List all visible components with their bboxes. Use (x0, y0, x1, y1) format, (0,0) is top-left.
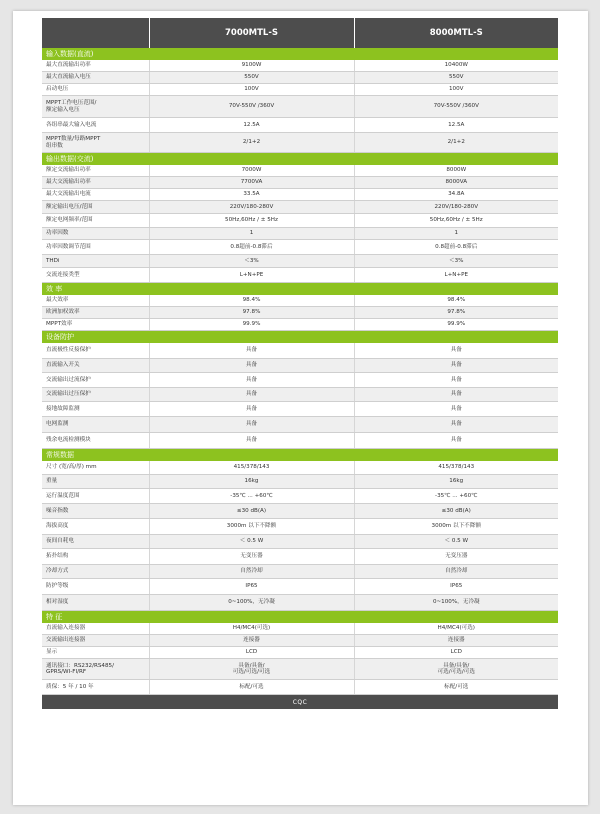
spec-value-8000: 34.8A (354, 189, 558, 201)
spec-value-7000: 7000W (149, 165, 354, 177)
spec-row (42, 118, 558, 133)
spec-label: 尺寸 (宽/高/厚) mm (42, 461, 149, 475)
spec-row (42, 177, 558, 189)
spec-label: 直流输入开关 (42, 359, 149, 373)
spec-value-8000: LCD (354, 647, 558, 659)
section-title: 输出数据(交流) (42, 153, 558, 166)
spec-label: 最大交流输出电流 (42, 189, 149, 201)
spec-value-8000: 50Hz,60Hz / ± 5Hz (354, 214, 558, 228)
spec-value-8000: 自然冷却 (354, 565, 558, 579)
spec-label: 交流连接类型 (42, 268, 149, 283)
spec-label: 噪音指数 (42, 504, 149, 519)
spec-value-7000: 具备 (149, 417, 354, 433)
spec-row (42, 189, 558, 201)
spec-value-7000: 415/378/143 (149, 461, 354, 475)
spec-value-7000: ≤30 dB(A) (149, 504, 354, 519)
spec-value-8000: 具备 (354, 388, 558, 402)
section-title: 常规数据 (42, 449, 558, 462)
spec-value-8000: 97.8% (354, 307, 558, 319)
spec-value-7000: 3000m 以下不降额 (149, 519, 354, 535)
model-header-row (42, 18, 558, 48)
spec-value-8000: 3000m 以下不降额 (354, 519, 558, 535)
spec-row (42, 623, 558, 635)
spec-value-7000: ＜ 0.5 W (149, 535, 354, 549)
spec-value-8000: L+N+PE (354, 268, 558, 283)
section-header (42, 283, 558, 296)
spec-label: 残余电流检测模块 (42, 433, 149, 449)
spec-value-7000: ＜3% (149, 255, 354, 268)
spec-row (42, 307, 558, 319)
spec-value-7000: 标配/可选 (149, 680, 354, 695)
spec-value-7000: 自然冷却 (149, 565, 354, 579)
spec-value-8000: 220V/180-280V (354, 201, 558, 214)
spec-value-7000: 具备 (149, 402, 354, 417)
spec-value-7000: 具备 (149, 388, 354, 402)
spec-value-8000: 具备/具备/ 可选/可选/可选 (354, 659, 558, 680)
spec-value-8000: 具备 (354, 417, 558, 433)
spec-value-7000: 0~100%，无冷凝 (149, 595, 354, 611)
model-8000-header: 8000MTL-S (354, 18, 558, 48)
spec-value-8000: IP65 (354, 579, 558, 595)
spec-row (42, 133, 558, 153)
spec-value-7000: 100V (149, 84, 354, 96)
spec-label: 各组串最大输入电流 (42, 118, 149, 133)
spec-label: 冷却方式 (42, 565, 149, 579)
spec-label: THDi (42, 255, 149, 268)
spec-value-7000: -35℃ ... +60℃ (149, 489, 354, 504)
spec-label: 重量 (42, 475, 149, 489)
spec-label: 接地故障监测 (42, 402, 149, 417)
spec-value-8000: 具备 (354, 359, 558, 373)
spec-label: 质保：5 年 / 10 年 (42, 680, 149, 695)
spec-value-8000: H4/MC4(可选) (354, 623, 558, 635)
spec-sheet (42, 18, 558, 709)
spec-value-8000: 具备 (354, 373, 558, 388)
spec-value-7000: 无变压器 (149, 549, 354, 565)
spec-row (42, 319, 558, 331)
spec-row (42, 475, 558, 489)
spec-value-8000: 具备 (354, 402, 558, 417)
spec-value-7000: 550V (149, 72, 354, 84)
spec-value-7000: 连接器 (149, 635, 354, 647)
spec-label: 交流输出过压保护 (42, 388, 149, 402)
spec-row (42, 96, 558, 118)
section-title: 输入数据(直流) (42, 48, 558, 60)
spec-label: 防护等级 (42, 579, 149, 595)
spec-value-8000: 0~100%，无冷凝 (354, 595, 558, 611)
section-header (42, 48, 558, 60)
spec-value-8000: 8000VA (354, 177, 558, 189)
spec-row (42, 402, 558, 417)
spec-row (42, 388, 558, 402)
spec-value-7000: 具备 (149, 343, 354, 359)
spec-value-7000: 97.8% (149, 307, 354, 319)
spec-label: 启动电压 (42, 84, 149, 96)
spec-value-8000: 415/378/143 (354, 461, 558, 475)
spec-value-7000: 具备 (149, 373, 354, 388)
spec-label: 通讯接口：RS232/RS485/ GPRS/WI-FI/RF (42, 659, 149, 680)
spec-row (42, 240, 558, 255)
spec-value-7000: 70V-550V /360V (149, 96, 354, 118)
spec-row (42, 201, 558, 214)
spec-row (42, 72, 558, 84)
spec-row (42, 343, 558, 359)
spec-label: 额定交流输出功率 (42, 165, 149, 177)
spec-label: 拓扑结构 (42, 549, 149, 565)
spec-label: MPPT数量/每路MPPT 组串数 (42, 133, 149, 153)
spec-value-7000: LCD (149, 647, 354, 659)
spec-value-8000: 70V-550V /360V (354, 96, 558, 118)
spec-value-7000: H4/MC4(可选) (149, 623, 354, 635)
spec-value-7000: 98.4% (149, 295, 354, 307)
footer-bar (42, 695, 558, 710)
spec-row (42, 228, 558, 240)
spec-row (42, 373, 558, 388)
spec-value-8000: 12.5A (354, 118, 558, 133)
spec-value-8000: ＜ 0.5 W (354, 535, 558, 549)
spec-label: 显示 (42, 647, 149, 659)
spec-row (42, 84, 558, 96)
spec-value-7000: IP65 (149, 579, 354, 595)
spec-row (42, 165, 558, 177)
section-title: 设备防护 (42, 331, 558, 344)
spec-value-7000: 12.5A (149, 118, 354, 133)
spec-row (42, 659, 558, 680)
spec-row (42, 417, 558, 433)
spec-row (42, 433, 558, 449)
spec-row (42, 595, 558, 611)
spec-value-8000: ≤30 dB(A) (354, 504, 558, 519)
spec-row (42, 489, 558, 504)
spec-label: 功率因数调节范围 (42, 240, 149, 255)
section-header (42, 611, 558, 624)
spec-label: 最大直流输出功率 (42, 60, 149, 72)
spec-label: 直流极性反接保护 (42, 343, 149, 359)
spec-row (42, 565, 558, 579)
spec-value-8000: 16kg (354, 475, 558, 489)
spec-value-7000: 0.8超前-0.8滞后 (149, 240, 354, 255)
spec-row (42, 504, 558, 519)
spec-label: 相对湿度 (42, 595, 149, 611)
spec-value-8000: 98.4% (354, 295, 558, 307)
spec-value-7000: 33.5A (149, 189, 354, 201)
spec-value-8000: ＜3% (354, 255, 558, 268)
spec-table (42, 18, 558, 709)
spec-row (42, 680, 558, 695)
spec-value-8000: -35℃ ... +60℃ (354, 489, 558, 504)
spec-value-7000: 具备 (149, 359, 354, 373)
spec-value-8000: 10400W (354, 60, 558, 72)
spec-label: 夜间自耗电 (42, 535, 149, 549)
spec-label: 欧洲加权效率 (42, 307, 149, 319)
spec-value-8000: 1 (354, 228, 558, 240)
header-blank-cell (42, 18, 149, 48)
spec-value-8000: 550V (354, 72, 558, 84)
datasheet-page (13, 11, 588, 805)
section-header (42, 153, 558, 166)
spec-value-7000: 220V/180-280V (149, 201, 354, 214)
spec-label: 海拔高度 (42, 519, 149, 535)
spec-label: MPPT效率 (42, 319, 149, 331)
spec-row (42, 461, 558, 475)
spec-label: 功率因数 (42, 228, 149, 240)
model-7000-header: 7000MTL-S (149, 18, 354, 48)
spec-row (42, 255, 558, 268)
spec-value-8000: 100V (354, 84, 558, 96)
section-header (42, 331, 558, 344)
spec-row (42, 60, 558, 72)
spec-label: 最大交流输出功率 (42, 177, 149, 189)
spec-value-7000: 具备 (149, 433, 354, 449)
spec-value-8000: 99.9% (354, 319, 558, 331)
spec-label: 额定电网频率/范围 (42, 214, 149, 228)
spec-label: 直流输入连接器 (42, 623, 149, 635)
spec-row (42, 549, 558, 565)
spec-value-8000: 具备 (354, 433, 558, 449)
spec-value-8000: 具备 (354, 343, 558, 359)
spec-row (42, 635, 558, 647)
spec-value-8000: 2/1+2 (354, 133, 558, 153)
spec-row (42, 519, 558, 535)
spec-value-7000: 1 (149, 228, 354, 240)
spec-row (42, 268, 558, 283)
spec-value-7000: 7700VA (149, 177, 354, 189)
spec-value-7000: L+N+PE (149, 268, 354, 283)
spec-value-7000: 99.9% (149, 319, 354, 331)
footer-text: CQC (42, 695, 558, 710)
spec-value-7000: 具备/具备/ 可选/可选/可选 (149, 659, 354, 680)
spec-row (42, 535, 558, 549)
spec-label: 最大直流输入电压 (42, 72, 149, 84)
spec-label: MPPT工作电压范围/ 额定输入电压 (42, 96, 149, 118)
spec-row (42, 647, 558, 659)
spec-label: 交流输出连接器 (42, 635, 149, 647)
spec-value-7000: 9100W (149, 60, 354, 72)
section-title: 特 征 (42, 611, 558, 624)
spec-value-8000: 无变压器 (354, 549, 558, 565)
spec-label: 运行温度范围 (42, 489, 149, 504)
spec-row (42, 579, 558, 595)
spec-value-8000: 标配/可选 (354, 680, 558, 695)
spec-label: 最大效率 (42, 295, 149, 307)
spec-value-8000: 0.8超前-0.8滞后 (354, 240, 558, 255)
spec-row (42, 295, 558, 307)
spec-value-8000: 8000W (354, 165, 558, 177)
spec-value-7000: 50Hz,60Hz / ± 5Hz (149, 214, 354, 228)
spec-label: 额定输出电压/范围 (42, 201, 149, 214)
section-header (42, 449, 558, 462)
spec-row (42, 359, 558, 373)
spec-row (42, 214, 558, 228)
spec-value-7000: 2/1+2 (149, 133, 354, 153)
spec-value-8000: 连接器 (354, 635, 558, 647)
spec-label: 交流输出过流保护 (42, 373, 149, 388)
spec-value-7000: 16kg (149, 475, 354, 489)
spec-label: 电网监测 (42, 417, 149, 433)
section-title: 效 率 (42, 283, 558, 296)
